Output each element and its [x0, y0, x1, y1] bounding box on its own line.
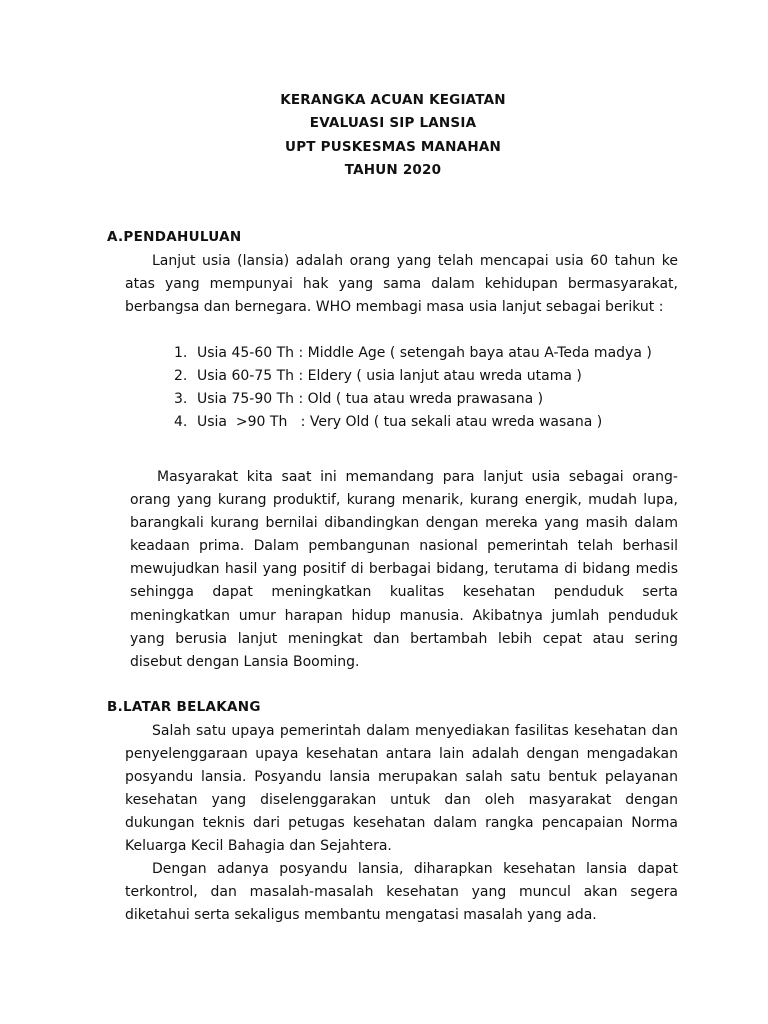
- title-line-3: UPT PUSKESMAS MANAHAN: [285, 138, 501, 155]
- list-item-number: 2.: [174, 368, 188, 385]
- list-item: [174, 365, 723, 388]
- list-item-number: 1.: [174, 345, 188, 361]
- list-item: [174, 411, 723, 434]
- document-title: [0, 89, 768, 182]
- title-line-1: KERANGKA ACUAN KEGIATAN: [280, 92, 506, 108]
- age-classification-list: [152, 342, 723, 434]
- list-item-text: Usia 60-75 Th : Eldery ( usia lanjut atau wreda utama ): [197, 368, 582, 385]
- list-item: [174, 342, 723, 365]
- list-item-text: Usia 45-60 Th : Middle Age ( setengah baya atau A-Teda madya ): [197, 345, 652, 361]
- section-b-heading: B.LATAR BELAKANG: [107, 699, 261, 715]
- list-item: [174, 388, 723, 411]
- section-a-second-paragraph: Masyarakat kita saat ini memandang para lanjut usia sebagai orang-orang yang kurang produktif, kurang menarik, kurang energik, mudah lupa, barangkali kurang bernilai dibandingkan dengan mereka yang masih dalam keadaan prima. Dalam pembangunan nasional pemerintah telah berhasil mewujudkan hasil yang positif di berbagai bidang, terutama di bidang medis sehingga dapat meningkatkan kualitas kesehatan penduduk serta meningkatkan umur harapan hidup manusia. Akibatnya jumlah penduduk yang berusia lanjut meningkat dan bertambah lebih cepat atau sering disebut dengan Lansia Booming.: [130, 469, 678, 670]
- section-a-intro-paragraph: Lanjut usia (lansia) adalah orang yang telah mencapai usia 60 tahun ke atas yang mempunyai hak yang sama dalam kehidupan bermasyarakat, berbangsa dan bernegara. WHO membagi masa usia lanjut sebagai berikut :: [125, 253, 678, 316]
- title-line-4: TAHUN 2020: [344, 161, 442, 178]
- list-item-text: Usia >90 Th : Very Old ( tua sekali atau wreda wasana ): [197, 414, 603, 431]
- list-item-text: Usia 75-90 Th : Old ( tua atau wreda prawasana ): [197, 391, 544, 408]
- section-b-second-paragraph: Dengan adanya posyandu lansia, diharapkan kesehatan lansia dapat terkontrol, dan masalah-masalah kesehatan yang muncul akan segera diketahui serta sekaligus membantu mengatasi masalah yang ada.: [125, 861, 678, 924]
- title-line-2: EVALUASI SIP LANSIA: [309, 115, 477, 132]
- list-item-number: 4.: [174, 414, 188, 431]
- list-item-number: 3.: [174, 391, 188, 408]
- section-b-first-paragraph: Salah satu upaya pemerintah dalam menyediakan fasilitas kesehatan dan penyelenggaraan upaya kesehatan antara lain adalah dengan mengadakan posyandu lansia. Posyandu lansia merupakan salah satu bentuk pelayanan kesehatan yang diselenggarakan untuk dan oleh masyarakat dengan dukungan teknis dari petugas kesehatan dalam rangka pencapaian Norma Keluarga Kecil Bahagia dan Sejahtera.: [125, 723, 678, 855]
- section-a-heading: A.PENDAHULUAN: [107, 229, 242, 245]
